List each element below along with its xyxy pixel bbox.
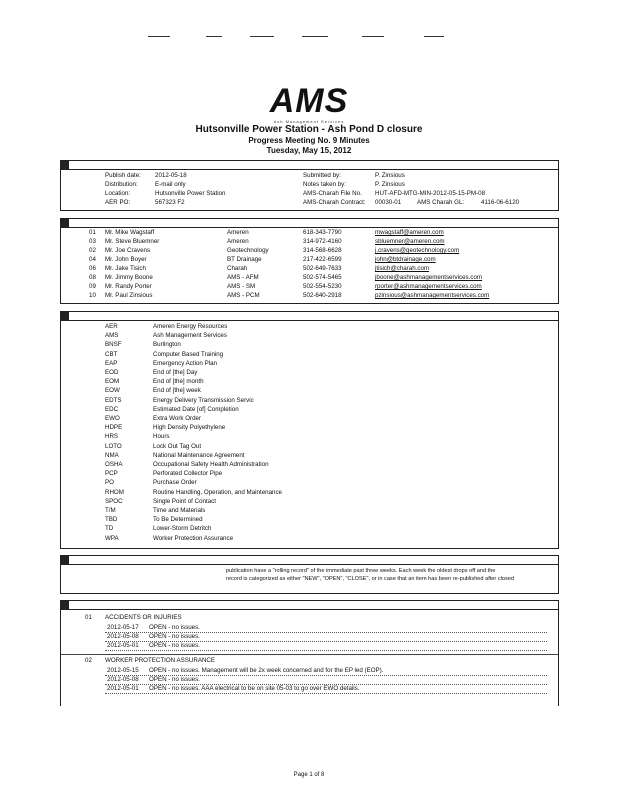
abbreviation-code: EAP: [105, 359, 118, 367]
attendee-number: 03: [89, 238, 96, 245]
page-number: Page 1 of 8: [293, 772, 325, 778]
abbreviation-meaning: Routine Handling, Operation, and Maintenance: [153, 488, 282, 496]
item-title: WORKER PROTECTION ASSURANCE: [105, 657, 216, 664]
abbreviation-code: BNSF: [105, 341, 122, 349]
attendee-number: 08: [89, 274, 96, 281]
item-entry-text: OPEN - no issues.: [149, 624, 200, 631]
info-label: AER PO:: [105, 199, 131, 206]
attendee-org: BT Drainage: [227, 256, 262, 263]
attendee-row: [61, 283, 558, 291]
abbreviation-code: T/M: [105, 507, 116, 514]
attendee-org: AMS - PCM: [227, 292, 260, 299]
info-label: AMS-Charah File No.: [303, 190, 362, 197]
item-entry-rule: [105, 693, 547, 694]
attendee-row: [61, 274, 558, 282]
item-entry-text: OPEN - no issues.: [149, 642, 200, 649]
info-value: 4116-06-6120: [481, 199, 520, 206]
attendee-name: Mr. Joe Cravens: [105, 247, 151, 254]
item-entry-text: OPEN - no issues. AAA electrical to be on site 05-03 to go over EWO details.: [149, 685, 360, 692]
abbreviation-code: LOTO: [105, 442, 122, 450]
attendee-row: [61, 265, 558, 273]
abbreviation-meaning: Estimated Date [of] Completion: [153, 405, 239, 413]
attendee-number: 10: [89, 292, 96, 299]
abbreviation-code: CBT: [105, 350, 118, 358]
item-number: 02: [85, 657, 92, 664]
abbreviation-code: RHOM: [105, 488, 124, 496]
item-entry-date: 2012-05-08: [107, 676, 139, 683]
item-number: 01: [85, 614, 92, 621]
attendee-email[interactable]: j.cravens@geotechnology.com: [375, 247, 460, 254]
attendee-phone: 314-972-4160: [303, 238, 342, 245]
info-value: P. Zinsious: [375, 181, 405, 188]
abbreviation-meaning: To Be Determined: [153, 516, 203, 524]
attendee-phone: 502-574-5465: [303, 274, 342, 281]
attendee-name: Mr. Randy Porter: [105, 283, 152, 290]
info-value: P. Zinsious: [375, 172, 405, 179]
info-label: Submitted by:: [303, 172, 341, 179]
top-mark: [424, 36, 444, 37]
abbreviation-code: EOD: [105, 369, 119, 376]
attendee-name: Mr. Jimmy Boone: [105, 274, 153, 281]
attendee-phone: 502-554-5230: [303, 283, 342, 290]
attendee-email[interactable]: mwagstaff@ameren.com: [375, 229, 444, 236]
item-entry-date: 2012-05-17: [107, 624, 139, 631]
top-mark: [250, 36, 274, 37]
abbreviation-code: PO: [105, 479, 114, 487]
item-entry-date: 2012-05-01: [107, 642, 139, 649]
notes-box: [60, 564, 559, 594]
abbreviation-meaning: Ameren Energy Resources: [153, 323, 228, 330]
document-title: Hutsonville Power Station - Ash Pond D closure: [195, 124, 423, 135]
abbreviation-code: AMS: [105, 332, 119, 340]
abbreviation-code: EDC: [105, 405, 119, 413]
abbreviation-meaning: Single Point of Contact: [153, 497, 216, 505]
abbreviation-meaning: Purchase Order: [153, 479, 197, 487]
abbreviation-code: HDPE: [105, 424, 123, 432]
attendee-phone: 502-640-2918: [303, 292, 342, 299]
attendee-email[interactable]: pzinsious@ashmanagementservices.com: [375, 292, 490, 299]
info-label: AMS-Charah Contract:: [303, 199, 366, 206]
item-entry-rule: [105, 650, 547, 651]
abbreviation-meaning: Computer Based Training: [153, 350, 224, 358]
abbreviations-box: [60, 320, 559, 549]
top-mark: [206, 36, 222, 37]
item-title: ACCIDENTS OR INJURIES: [105, 614, 182, 621]
attendee-org: Charah: [227, 265, 248, 272]
abbreviation-meaning: Occupational Safety Health Administration: [153, 461, 269, 468]
abbreviation-code: OSHA: [105, 461, 123, 468]
info-label: Distribution:: [105, 181, 138, 188]
meeting-title: Progress Meeting No. 9 Minutes: [248, 136, 370, 145]
info-label: Notes taken by:: [303, 181, 346, 188]
attendee-email[interactable]: john@btdrainage.com: [375, 256, 436, 263]
attendee-email[interactable]: rporter@ashmanagementservices.com: [375, 283, 482, 290]
abbreviation-code: HRS: [105, 433, 119, 441]
attendee-phone: 618-343-7790: [303, 229, 342, 236]
top-mark: [302, 36, 328, 37]
logo-tagline: Ash Management Services: [273, 119, 345, 124]
item-entry-date: 2012-05-15: [107, 667, 139, 674]
attendee-org: AMS - SM: [227, 283, 256, 290]
attendee-number: 04: [89, 256, 96, 263]
attendee-phone: 502-649-7633: [303, 265, 342, 272]
attendee-org: Ameren: [227, 238, 249, 245]
abbreviation-meaning: Perforated Collector Pipe: [153, 470, 223, 478]
attendee-row: [61, 238, 558, 246]
abbreviation-meaning: End of [the] Day: [153, 369, 198, 376]
abbreviation-meaning: Energy Delivery Transmission Servic: [153, 396, 254, 404]
attendee-row: [61, 292, 558, 300]
info-value: 2012-05-18: [155, 172, 187, 179]
attendee-name: Mr. John Boyer: [105, 256, 147, 263]
info-label: Location:: [105, 190, 131, 197]
abbreviation-code: NMA: [105, 451, 119, 459]
note-line-2: record is categorized as either "NEW", "OPEN", "CLOSE", or in case that an item has been re-published after closed: [226, 576, 515, 582]
info-box: [60, 169, 559, 211]
attendee-number: 01: [89, 229, 96, 236]
info-value: E-mail only: [155, 181, 186, 188]
abbreviation-meaning: High Density Polyethylene: [153, 424, 226, 432]
abbreviation-meaning: End of [the] week: [153, 387, 201, 395]
items-box: [60, 609, 559, 706]
info-value: 00030-01: [375, 199, 402, 206]
abbreviation-code: WPA: [105, 534, 119, 542]
attendee-org: Ameren: [227, 229, 249, 236]
attendee-number: 06: [89, 265, 96, 272]
item-entry-text: OPEN - no issues. Management will be 2x week concerned and for the EP led (EOP).: [149, 667, 384, 674]
abbreviation-meaning: Lower-Storm Detritch: [153, 525, 212, 533]
abbreviation-code: EOW: [105, 387, 120, 395]
abbreviation-meaning: Hours: [153, 433, 170, 441]
abbreviation-meaning: National Maintenance Agreement: [153, 451, 245, 459]
abbreviation-meaning: End of [the] month: [153, 378, 204, 386]
info-label: AMS Charah GL:: [417, 199, 465, 206]
abbreviation-code: PCP: [105, 470, 118, 478]
abbreviation-code: EOM: [105, 378, 120, 386]
abbreviation-meaning: Extra Work Order: [153, 415, 202, 422]
attendee-row: [61, 247, 558, 255]
item-entry-date: 2012-05-01: [107, 685, 139, 692]
attendees-box: [60, 227, 559, 304]
attendee-number: 09: [89, 283, 96, 290]
top-mark: [148, 36, 170, 37]
abbreviation-meaning: Lock Out Tag Out: [153, 442, 202, 450]
attendee-name: Mr. Mike Wagstaff: [105, 229, 155, 236]
logo-mark: AMS: [269, 82, 349, 120]
info-label: Publish date:: [105, 172, 141, 179]
attendee-email[interactable]: jtisich@charah.com: [375, 265, 430, 272]
abbreviation-meaning: Time and Materials: [153, 507, 206, 514]
abbreviation-code: TBD: [105, 516, 118, 524]
attendee-name: Mr. Jake Tisich: [105, 265, 146, 272]
attendee-name: Mr. Paul Zinsious: [105, 292, 153, 299]
item-separator: [61, 654, 558, 655]
info-value: HUT-AFD-MTG-MIN-2012-05-15-PM-08: [375, 190, 486, 197]
abbreviation-meaning: Emergency Action Plan: [153, 359, 217, 367]
attendee-phone: 217-422-6599: [303, 256, 342, 263]
abbreviation-code: EWO: [105, 415, 120, 422]
attendee-org: Geotechnology: [227, 247, 269, 254]
attendee-number: 02: [89, 247, 96, 254]
abbreviation-meaning: Worker Protection Assurance: [153, 534, 234, 542]
abbreviation-meaning: Ash Management Services: [153, 332, 227, 340]
item-entry-text: OPEN - no issues.: [149, 633, 200, 640]
abbreviation-code: TD: [105, 525, 114, 533]
attendee-phone: 314-568-6628: [303, 247, 342, 254]
item-entry-date: 2012-05-08: [107, 633, 139, 640]
ams-logo: [0, 84, 618, 124]
item-entry-text: OPEN - no issues.: [149, 676, 200, 683]
abbreviation-code: AER: [105, 323, 118, 330]
meeting-date: Tuesday, May 15, 2012: [266, 146, 352, 155]
abbreviation-code: EDTS: [105, 396, 122, 404]
top-mark: [362, 36, 384, 37]
abbreviation-meaning: Burlington: [153, 341, 181, 349]
attendee-row: [61, 229, 558, 237]
note-line-1: publication have a "rolling record" of the immediate past three weeks. Each week the oldest drops off and the: [226, 568, 496, 574]
attendee-name: Mr. Steve Bluemner: [105, 238, 160, 245]
info-value: 567323 F2: [155, 199, 185, 206]
attendee-email[interactable]: sbluemner@ameren.com: [375, 238, 445, 245]
info-value: Hutsonville Power Station: [155, 190, 226, 197]
attendee-email[interactable]: jboone@ashmanagementservices.com: [375, 274, 483, 281]
attendee-org: AMS - AFM: [227, 274, 259, 281]
attendee-row: [61, 256, 558, 264]
abbreviation-code: SPOC: [105, 497, 123, 505]
